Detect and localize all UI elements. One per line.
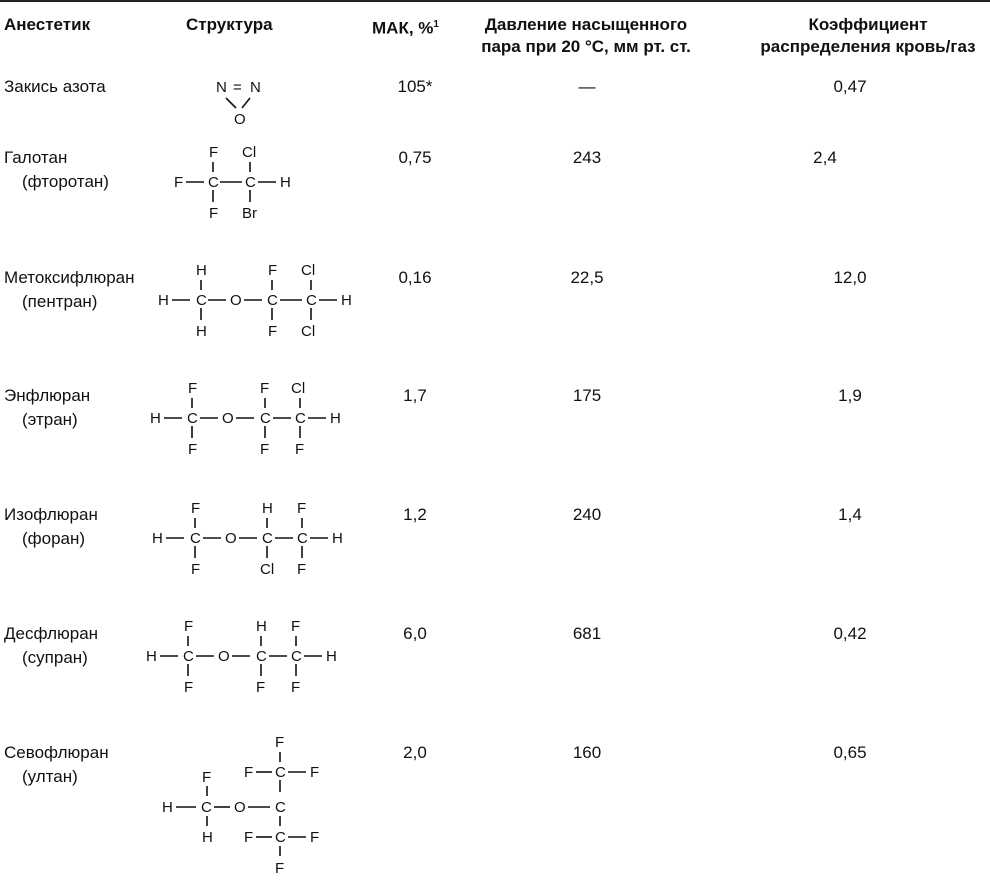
- row-name: [4, 622, 98, 670]
- header-mac-footnote: 1: [433, 19, 439, 30]
- svg-text:F: F: [244, 764, 254, 781]
- bond-n2-o: [242, 98, 250, 108]
- svg-text:C: C: [262, 530, 273, 547]
- header-structure: Структура: [186, 15, 273, 34]
- mac-value: 6,0: [403, 624, 427, 643]
- atom-c1: C: [208, 174, 219, 191]
- structure-methoxyflurane: [156, 258, 356, 343]
- anesthetic-alt-name: (супран): [22, 648, 88, 667]
- anesthetic-alt-name: (ултан): [22, 767, 78, 786]
- svg-text:O: O: [234, 799, 246, 816]
- coef-value: 1,9: [838, 386, 862, 405]
- atom-c2: C: [245, 174, 256, 191]
- vapor-value: —: [578, 77, 596, 96]
- structure-isoflurane: [150, 496, 350, 581]
- bond-double-symbol: =: [233, 79, 242, 96]
- anesthetic-name: Метоксифлюран: [4, 268, 135, 287]
- svg-text:H: H: [330, 410, 341, 427]
- atom-c2-bottom: Br: [242, 205, 257, 222]
- mac-value: 0,75: [398, 148, 432, 167]
- structure-sevoflurane: [160, 730, 340, 880]
- coef-value: 1,4: [838, 505, 862, 524]
- svg-text:F: F: [184, 618, 194, 635]
- anesthetic-alt-name: (фторотан): [22, 172, 109, 191]
- structure-nitrous-oxide: [200, 72, 280, 132]
- svg-text:F: F: [275, 734, 285, 751]
- svg-text:F: F: [297, 561, 307, 578]
- vapor-value: 240: [572, 505, 602, 524]
- header-mac-label: МАК, %: [372, 18, 434, 38]
- coef-value: 0,42: [833, 624, 867, 643]
- svg-text:C: C: [291, 648, 302, 665]
- svg-text:F: F: [191, 561, 201, 578]
- bond-n1-o: [226, 98, 236, 108]
- svg-text:F: F: [191, 500, 201, 517]
- svg-text:F: F: [268, 323, 278, 340]
- svg-text:H: H: [162, 799, 173, 816]
- coef-value: 0,65: [833, 743, 867, 762]
- atom-o: O: [234, 111, 246, 128]
- svg-text:F: F: [184, 679, 194, 696]
- mac-value: 0,16: [398, 268, 432, 287]
- header-vapor-line1: Давление насыщенного: [484, 15, 688, 34]
- atom-c1-bottom: F: [209, 205, 219, 222]
- anesthetic-alt-name: (форан): [22, 529, 86, 548]
- svg-text:C: C: [183, 648, 194, 665]
- svg-text:C: C: [256, 648, 267, 665]
- coef-value: 12,0: [833, 268, 867, 287]
- svg-text:F: F: [297, 500, 307, 517]
- svg-text:C: C: [275, 764, 286, 781]
- header-anesthetic: Анестетик: [4, 15, 91, 34]
- svg-text:H: H: [326, 648, 337, 665]
- anesthetic-name: Закись азота: [4, 77, 106, 96]
- vapor-value: 175: [572, 386, 602, 405]
- anesthetic-name: Энфлюран: [4, 386, 91, 405]
- svg-text:C: C: [201, 799, 212, 816]
- svg-text:Cl: Cl: [301, 323, 316, 340]
- svg-text:C: C: [190, 530, 201, 547]
- vapor-value: 160: [572, 743, 602, 762]
- svg-text:F: F: [295, 441, 305, 458]
- atom-c2-top: Cl: [242, 144, 257, 161]
- svg-text:H: H: [158, 292, 169, 309]
- coef-value: 2,4: [813, 148, 837, 167]
- svg-text:F: F: [310, 764, 320, 781]
- atom-c1-top: F: [209, 144, 219, 161]
- svg-text:F: F: [188, 380, 198, 397]
- svg-text:F: F: [244, 829, 254, 846]
- svg-text:C: C: [260, 410, 271, 427]
- svg-text:F: F: [291, 679, 301, 696]
- svg-text:H: H: [256, 618, 267, 635]
- atom-n1: N: [216, 79, 227, 96]
- svg-text:H: H: [332, 530, 343, 547]
- anesthetic-name: Севофлюран: [4, 743, 109, 762]
- vapor-value: 681: [572, 624, 602, 643]
- svg-text:H: H: [152, 530, 163, 547]
- mac-value: 105*: [397, 77, 433, 96]
- svg-text:H: H: [146, 648, 157, 665]
- svg-text:Cl: Cl: [260, 561, 275, 578]
- row-name: [4, 146, 109, 194]
- header-vapor-pressure: [466, 14, 706, 58]
- header-mac: [372, 14, 439, 40]
- svg-text:F: F: [202, 769, 212, 786]
- row-name: [4, 75, 106, 99]
- header-coef-line2: распределения кровь/газ: [760, 37, 976, 56]
- svg-text:C: C: [275, 829, 286, 846]
- svg-text:Cl: Cl: [301, 262, 316, 279]
- mac-value: 1,7: [403, 386, 427, 405]
- header-partition-coefficient: [748, 14, 988, 58]
- structure-desflurane: [144, 614, 344, 699]
- svg-text:F: F: [260, 441, 270, 458]
- vapor-value: 243: [572, 148, 602, 167]
- anesthetic-alt-name: (пентран): [22, 292, 98, 311]
- coef-value: 0,47: [833, 77, 867, 96]
- svg-text:H: H: [150, 410, 161, 427]
- row-name: [4, 266, 135, 314]
- svg-text:C: C: [306, 292, 317, 309]
- anesthetic-alt-name: (этран): [22, 410, 78, 429]
- mac-value: 1,2: [403, 505, 427, 524]
- svg-text:F: F: [268, 262, 278, 279]
- svg-text:H: H: [196, 323, 207, 340]
- atom-n2: N: [250, 79, 261, 96]
- anesthetic-name: Десфлюран: [4, 624, 99, 643]
- svg-text:O: O: [218, 648, 230, 665]
- header-vapor-line2: пара при 20 °С, мм рт. ст.: [481, 37, 691, 56]
- vapor-value: 22,5: [570, 268, 604, 287]
- svg-text:O: O: [222, 410, 234, 427]
- svg-text:F: F: [291, 618, 301, 635]
- top-rule: [0, 0, 990, 2]
- svg-text:C: C: [297, 530, 308, 547]
- svg-text:H: H: [196, 262, 207, 279]
- row-name: [4, 741, 109, 789]
- structure-halothane: [170, 140, 310, 225]
- row-name: [4, 384, 90, 432]
- svg-text:F: F: [310, 829, 320, 846]
- svg-text:Cl: Cl: [291, 380, 306, 397]
- svg-text:C: C: [196, 292, 207, 309]
- row-name: [4, 503, 98, 551]
- svg-text:H: H: [202, 829, 213, 846]
- svg-text:F: F: [275, 860, 285, 877]
- svg-text:O: O: [230, 292, 242, 309]
- mac-value: 2,0: [403, 743, 427, 762]
- atom-h-right: H: [280, 174, 291, 191]
- structure-enflurane: [148, 376, 348, 461]
- svg-text:F: F: [256, 679, 266, 696]
- svg-text:C: C: [187, 410, 198, 427]
- anesthetic-name: Галотан: [4, 148, 68, 167]
- svg-text:C: C: [295, 410, 306, 427]
- svg-text:H: H: [262, 500, 273, 517]
- svg-text:H: H: [341, 292, 352, 309]
- svg-text:F: F: [188, 441, 198, 458]
- atom-f-left: F: [174, 174, 184, 191]
- svg-text:C: C: [267, 292, 278, 309]
- svg-text:F: F: [260, 380, 270, 397]
- svg-text:O: O: [225, 530, 237, 547]
- header-coef-line1: Коэффициент: [808, 15, 928, 34]
- svg-text:C: C: [275, 799, 286, 816]
- anesthetic-name: Изофлюран: [4, 505, 98, 524]
